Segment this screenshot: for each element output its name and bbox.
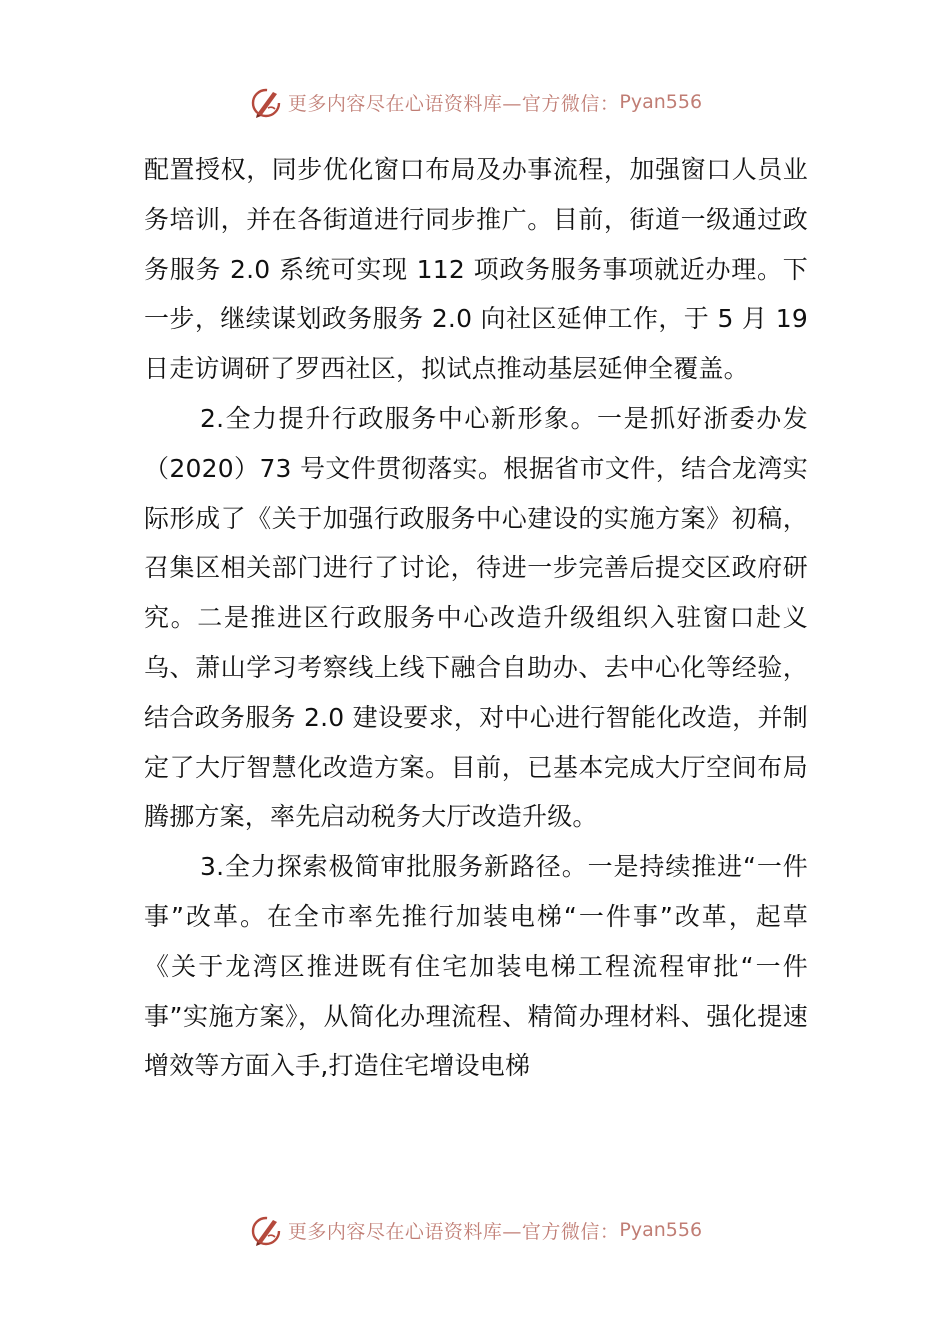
paragraph-1: 配置授权，同步优化窗口布局及办事流程，加强窗口人员业务培训，并在各街道进行同步推广。目前，街道一级通过政务服务 2.0 系统可实现 112 项政务服务事项就近办理。下一步，继续谋划政务服务 2.0 向社区延伸工作，于 5 月 19 日走访调研了罗西社区，拟试点推动基层延伸全覆盖。 — [144, 155, 808, 384]
document-body — [144, 145, 808, 1091]
pen-in-circle-icon — [248, 1212, 284, 1248]
header-banner — [0, 80, 950, 124]
paragraph-3: 3.全力探索极简审批服务新路径。一是持续推进“一件事”改革。在全市率先推行加装电梯“一件事”改革，起草《关于龙湾区推进既有住宅加装电梯工程流程审批“一件事”实施方案》，从简化办理流程、精简办理材料、强化提速增效等方面入手,打造住宅增设电梯 — [144, 852, 808, 1081]
wechat-id: Pyan556 — [619, 1219, 703, 1241]
banner-text: 更多内容尽在心语资料库—官方微信： — [287, 92, 620, 115]
pen-in-circle-icon — [248, 84, 284, 120]
wechat-id: Pyan556 — [619, 91, 703, 113]
footer-banner — [0, 1208, 950, 1252]
banner-text: 更多内容尽在心语资料库—官方微信： — [287, 1220, 620, 1243]
paragraph-2: 2.全力提升行政服务中心新形象。一是抓好浙委办发（2020）73 号文件贯彻落实。根据省市文件，结合龙湾实际形成了《关于加强行政服务中心建设的实施方案》初稿，召集区相关部门进行了讨论，待进一步完善后提交区政府研究。二是推进区行政服务中心改造升级组织入驻窗口赴义乌、萧山学习考察线上线下融合自助办、去中心化等经验，结合政务服务 2.0 建设要求，对中心进行智能化改造，并制定了大厅智慧化改造方案。目前，已基本完成大厅空间布局腾挪方案，率先启动税务大厅改造升级。 — [144, 403, 808, 832]
